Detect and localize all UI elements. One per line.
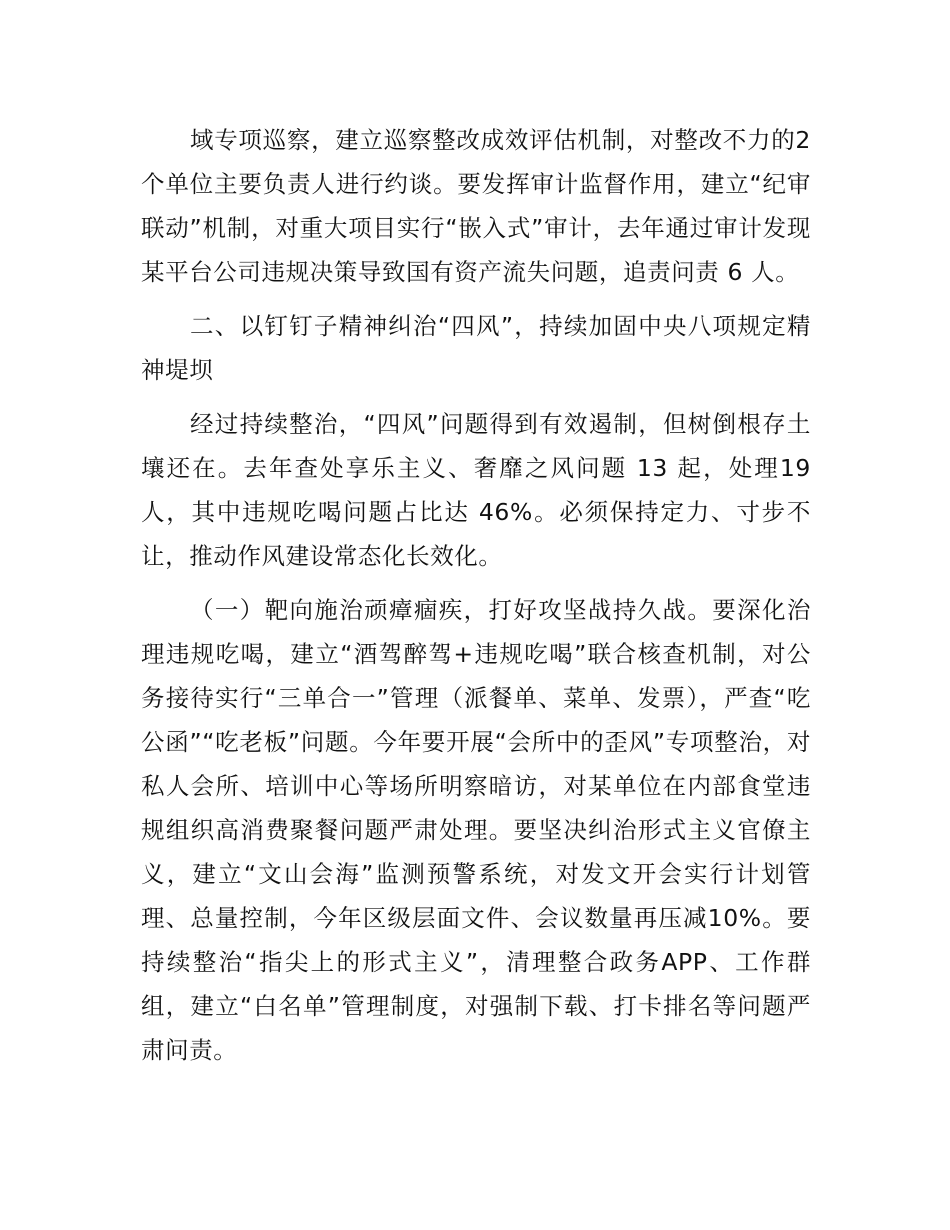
paragraph-audit-supervision: 域专项巡察，建立巡察整改成效评估机制，对整改不力的2 个单位主要负责人进行约谈。要发挥审计监督作用，建立“纪审联动”机制，对重大项目实行“嵌入式”审计，去年通过审计发现某平台公司违规决策导致国有资产流失问题，追责问责 6 人。 bbox=[141, 126, 811, 286]
section-heading-four-styles: 二、以钉钉子精神纠治“四风”，持续加固中央八项规定精神堤坝 bbox=[141, 312, 811, 384]
paragraph-subsection-one: （一）靶向施治顽瘴痼疾，打好攻坚战持久战。要深化治理违规吃喝，建立“酒驾醉驾+违规吃喝”联合核查机制，对公务接待实行“三单合一”管理（派餐单、菜单、发票），严查“吃公函”“吃老板”问题。今年要开展“会所中的歪风”专项整治，对私人会所、培训中心等场所明察暗访，对某单位在内部食堂违规组织高消费聚餐问题严肃处理。要坚决纠治形式主义官僚主义，建立“文山会海”监测预警系统，对发文开会实行计划管理、总量控制，今年区级层面文件、会议数量再压减10%。要持续整治“指尖上的形式主义”，清理整合政务APP、工作群组，建立“白名单”管理制度，对强制下载、打卡排名等问题严肃问责。 bbox=[141, 596, 811, 1064]
document-body bbox=[141, 118, 811, 1072]
paragraph-four-styles-overview: 经过持续整治，“四风”问题得到有效遏制，但树倒根存土壤还在。去年查处享乐主义、奢靡之风问题 13 起，处理19 人，其中违规吃喝问题占比达 46%。必须保持定力、寸步不让，推动作风建设常态化长效化。 bbox=[141, 410, 811, 570]
